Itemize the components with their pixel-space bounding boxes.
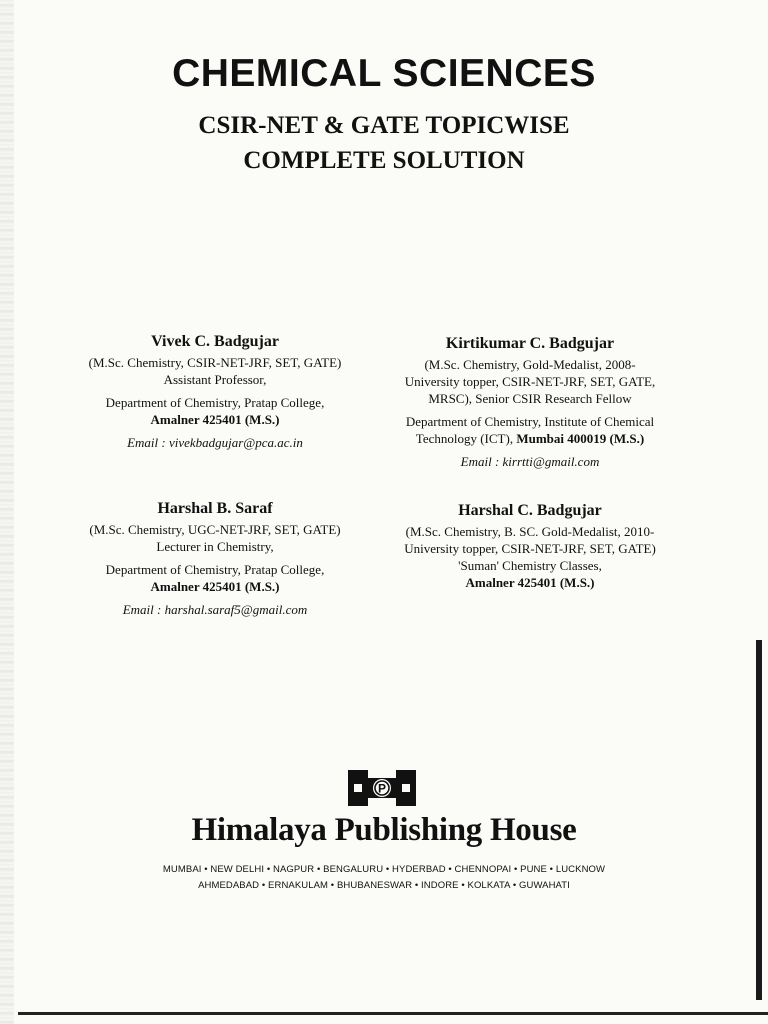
bottom-rule <box>18 1012 768 1015</box>
author-position: Assistant Professor, <box>163 372 267 387</box>
author-block-harshal-badgujar <box>380 502 680 591</box>
author-city: Amalner 425401 (M.S.) <box>465 575 595 590</box>
author-position: 'Suman' Chemistry Classes, <box>458 558 602 573</box>
author-city: Amalner 425401 (M.S.) <box>150 579 280 594</box>
publisher-cities-line1: MUMBAI • NEW DELHI • NAGPUR • BENGALURU • HYDERBAD • CHENNOPAI • PUNE • LUCKNOW <box>162 864 606 875</box>
author-qualification: University topper, CSIR-NET-JRF, SET, GATE, <box>404 374 656 389</box>
svg-text:P: P <box>377 781 387 796</box>
author-city: Amalner 425401 (M.S.) <box>150 412 280 427</box>
author-qualification: (M.Sc. Chemistry, Gold-Medalist, 2008- <box>424 357 636 372</box>
author-qualification: (M.Sc. Chemistry, B. SC. Gold-Medalist, 2010- <box>405 524 655 539</box>
author-position: Lecturer in Chemistry, <box>156 539 274 554</box>
author-name: Harshal B. Saraf <box>157 500 273 517</box>
author-qualification: (M.Sc. Chemistry, CSIR-NET-JRF, SET, GATE) <box>88 355 342 370</box>
author-qualification: (M.Sc. Chemistry, UGC-NET-JRF, SET, GATE) <box>89 522 341 537</box>
author-department: Department of Chemistry, Pratap College, <box>105 562 325 577</box>
publisher-name: Himalaya Publishing House <box>191 812 577 848</box>
author-block-kirtikumar <box>380 335 680 470</box>
book-subtitle-line1: CSIR-NET & GATE TOPICWISE <box>198 112 570 139</box>
author-email: Email : harshal.saraf5@gmail.com <box>122 602 308 617</box>
author-department: Department of Chemistry, Institute of Chemical <box>405 414 655 429</box>
author-city: Mumbai 400019 (M.S.) <box>516 431 645 446</box>
publisher-cities-line2: AHMEDABAD • ERNAKULAM • BHUBANESWAR • INDORE • KOLKATA • GUWAHATI <box>198 880 570 891</box>
book-title: CHEMICAL SCIENCES <box>172 52 596 95</box>
author-qualification: University topper, CSIR-NET-JRF, SET, GATE) <box>404 541 656 556</box>
author-email: Email : kirrtti@gmail.com <box>460 454 600 469</box>
author-institute: Technology (ICT), <box>415 431 517 446</box>
author-block-vivek <box>70 333 360 451</box>
author-block-harshal-saraf <box>70 500 360 618</box>
publisher-logo-icon <box>348 770 416 806</box>
author-position: MRSC), Senior CSIR Research Fellow <box>428 391 632 406</box>
book-subtitle-line2: COMPLETE SOLUTION <box>243 147 525 174</box>
author-name: Vivek C. Badgujar <box>151 333 279 350</box>
author-department-line2 <box>380 430 680 447</box>
author-department: Department of Chemistry, Pratap College, <box>105 395 325 410</box>
author-name: Kirtikumar C. Badgujar <box>445 335 615 352</box>
author-name: Harshal C. Badgujar <box>458 502 602 519</box>
author-email: Email : vivekbadgujar@pca.ac.in <box>127 435 303 450</box>
